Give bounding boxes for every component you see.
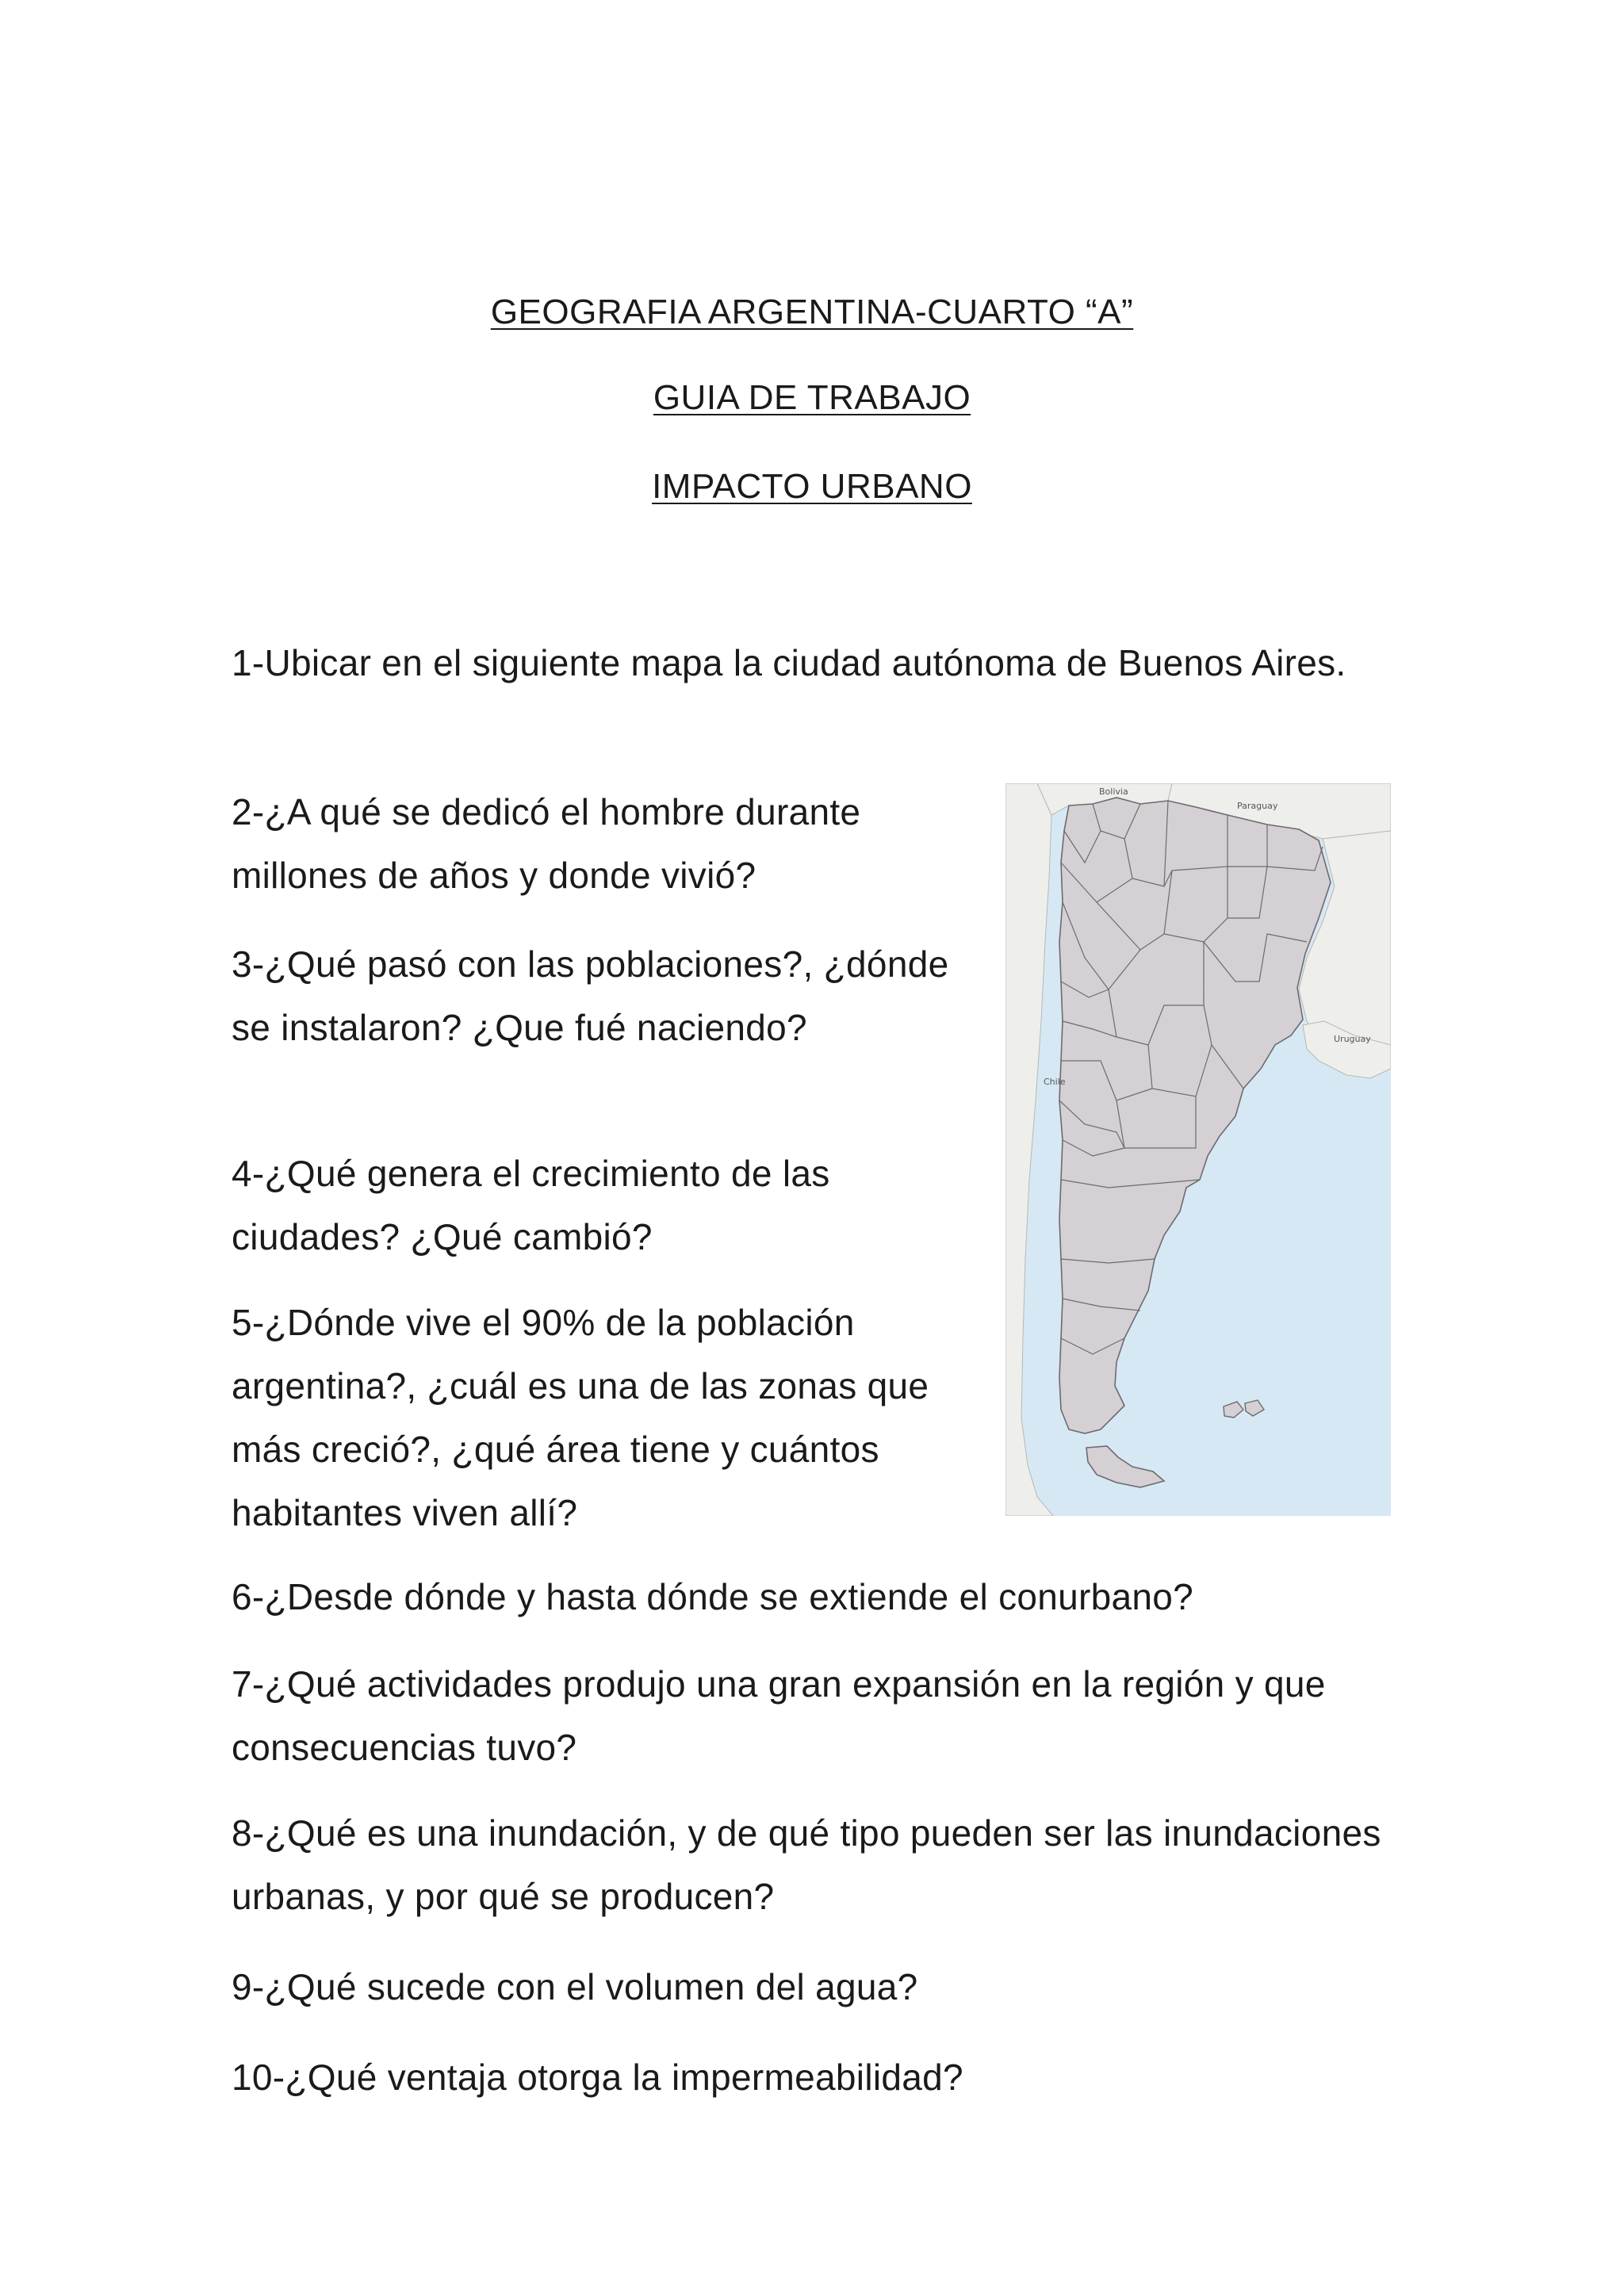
question-4: 4-¿Qué genera el crecimiento de las ciudades? ¿Qué cambió? [232, 1153, 830, 1257]
map-label-paraguay: Paraguay [1237, 801, 1278, 811]
question-2: 2-¿A qué se dedicó el hombre durante millones de años y donde vivió? [232, 791, 861, 896]
map-label-chile: Chile [1044, 1077, 1066, 1087]
question-10: 10-¿Qué ventaja otorga la impermeabilidad? [232, 2057, 963, 2098]
document-title-text: GEOGRAFIA ARGENTINA-CUARTO “A” [490, 293, 1134, 331]
map-label-bolivia: Bolivia [1099, 786, 1128, 797]
question-5: 5-¿Dónde vive el 90% de la población argentina?, ¿cuál es una de las zonas que más creció?, ¿qué área tiene y cuántos habitantes viven allí? [232, 1302, 929, 1533]
document-topic [0, 463, 1624, 511]
question-1: 1-Ubicar en el siguiente mapa la ciudad autónoma de Buenos Aires. [232, 642, 1346, 683]
argentina-map [1005, 783, 1391, 1516]
document-subtitle-text: GUIA DE TRABAJO [653, 378, 971, 417]
map-label-uruguay: Uruguay [1334, 1034, 1371, 1044]
document-topic-text: IMPACTO URBANO [652, 467, 972, 506]
question-3: 3-¿Qué pasó con las poblaciones?, ¿dónde se instalaron? ¿Que fué naciendo? [232, 943, 949, 1048]
question-7: 7-¿Qué actividades produjo una gran expansión en la región y que consecuencias tuvo? [232, 1663, 1326, 1768]
document-title [0, 289, 1624, 336]
argentina-map-graphic [1005, 783, 1391, 1516]
question-8: 8-¿Qué es una inundación, y de qué tipo pueden ser las inundaciones urbanas, y por qué se producen? [232, 1812, 1381, 1917]
document-subtitle [0, 374, 1624, 422]
question-6: 6-¿Desde dónde y hasta dónde se extiende el conurbano? [232, 1576, 1194, 1617]
question-9: 9-¿Qué sucede con el volumen del agua? [232, 1966, 918, 2007]
